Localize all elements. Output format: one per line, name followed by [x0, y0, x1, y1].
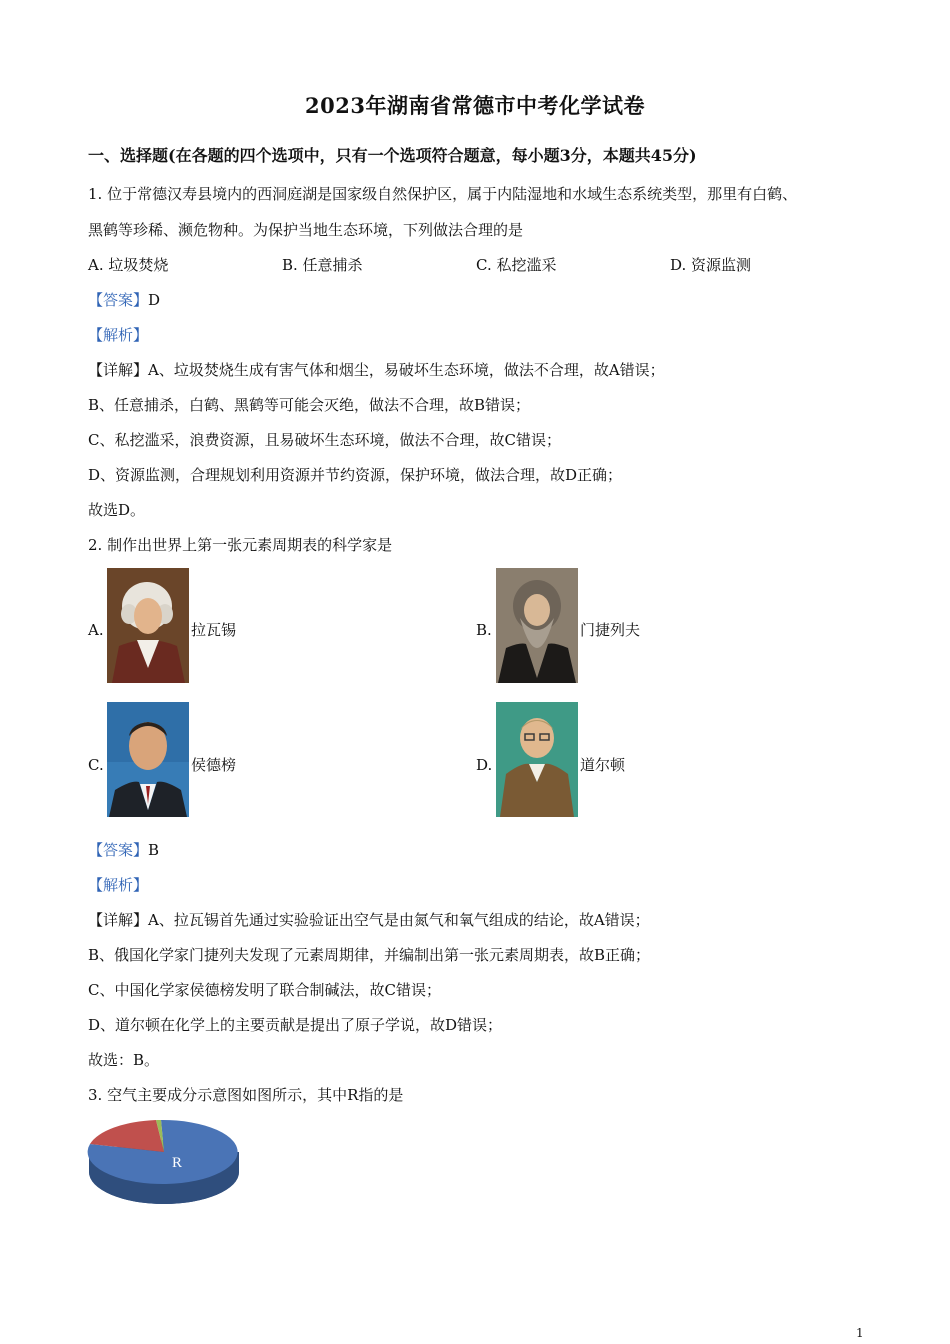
q2-detail-line: B、俄国化学家门捷列夫发现了元素周期律，并编制出第一张元素周期表，故B正确；: [88, 946, 651, 964]
q2-analysis-tag: 【解析】: [88, 876, 149, 894]
q1-stem-line2: 黑鹤等珍稀、濒危物种。为保护当地生态环境，下列做法合理的是: [88, 221, 524, 239]
q1-detail-line: 【详解】A、垃圾焚烧生成有害气体和烟尘，易破坏生态环境，做法不合理，故A错误；: [88, 361, 665, 379]
q1-option-a: A. 垃圾焚烧: [88, 256, 169, 274]
q1-option-d: D. 资源监测: [670, 256, 752, 274]
q2-detail-line: 【详解】A、拉瓦锡首先通过实验验证出空气是由氮气和氧气组成的结论，故A错误；: [88, 911, 650, 929]
q1-stem-line1: 1. 位于常德汉寿县境内的西洞庭湖是国家级自然保护区，属于内陆湿地和水域生态系统类型，那里有白鹤、: [88, 185, 798, 203]
answer-tag: 【答案】: [88, 291, 149, 309]
q2-option-d-letter: D.: [476, 756, 493, 774]
hou-debang-portrait: [107, 702, 189, 817]
lavoisier-portrait: [107, 568, 189, 683]
q1-detail-line: D、资源监测，合理规划利用资源并节约资源，保护环境，做法合理，故D正确；: [88, 466, 623, 484]
q2-option-c-name: 侯德榜: [191, 756, 237, 774]
pie-label-r: R: [172, 1155, 183, 1171]
answer-value: D: [148, 291, 161, 309]
q3-stem: 3. 空气主要成分示意图如图所示，其中R指的是: [88, 1086, 404, 1104]
page-title: 2023年湖南省常德市中考化学试卷: [305, 93, 645, 118]
q2-detail-line: D、道尔顿在化学上的主要贡献是提出了原子学说，故D错误；: [88, 1016, 503, 1034]
q2-answer: [88, 840, 159, 860]
q2-option-b-letter: B.: [476, 621, 492, 639]
q2-option-d-name: 道尔顿: [580, 756, 626, 774]
q1-option-c: C. 私挖滥采: [476, 256, 557, 274]
q2-detail-line: C、中国化学家侯德榜发明了联合制碱法，故C错误；: [88, 981, 441, 999]
answer-tag: 【答案】: [88, 841, 149, 859]
mendeleev-portrait: [496, 568, 578, 683]
q2-detail-line: 故选：B。: [88, 1051, 160, 1069]
q2-stem: 2. 制作出世界上第一张元素周期表的科学家是: [88, 536, 393, 554]
q2-option-b-name: 门捷列夫: [580, 621, 641, 639]
q1-option-b: B. 任意捕杀: [282, 256, 363, 274]
q1-detail-line: C、私挖滥采，浪费资源，且易破坏生态环境，做法不合理，故C错误；: [88, 431, 561, 449]
section-heading: 一、选择题(在各题的四个选项中，只有一个选项符合题意，每小题3分，本题共45分): [88, 146, 697, 165]
q1-analysis-tag: 【解析】: [88, 326, 149, 344]
q2-option-a-name: 拉瓦锡: [191, 621, 237, 639]
air-composition-pie: [86, 1112, 242, 1212]
page-number: 1: [856, 1326, 864, 1340]
q2-option-c-letter: C.: [88, 756, 104, 774]
answer-value: B: [148, 841, 160, 859]
dalton-portrait: [496, 702, 578, 817]
q1-detail-line: 故选D。: [88, 501, 146, 519]
q1-answer: [88, 290, 160, 310]
q1-detail-line: B、任意捕杀，白鹤、黑鹤等可能会灭绝，做法不合理，故B错误；: [88, 396, 531, 414]
q2-option-a-letter: A.: [88, 621, 104, 639]
